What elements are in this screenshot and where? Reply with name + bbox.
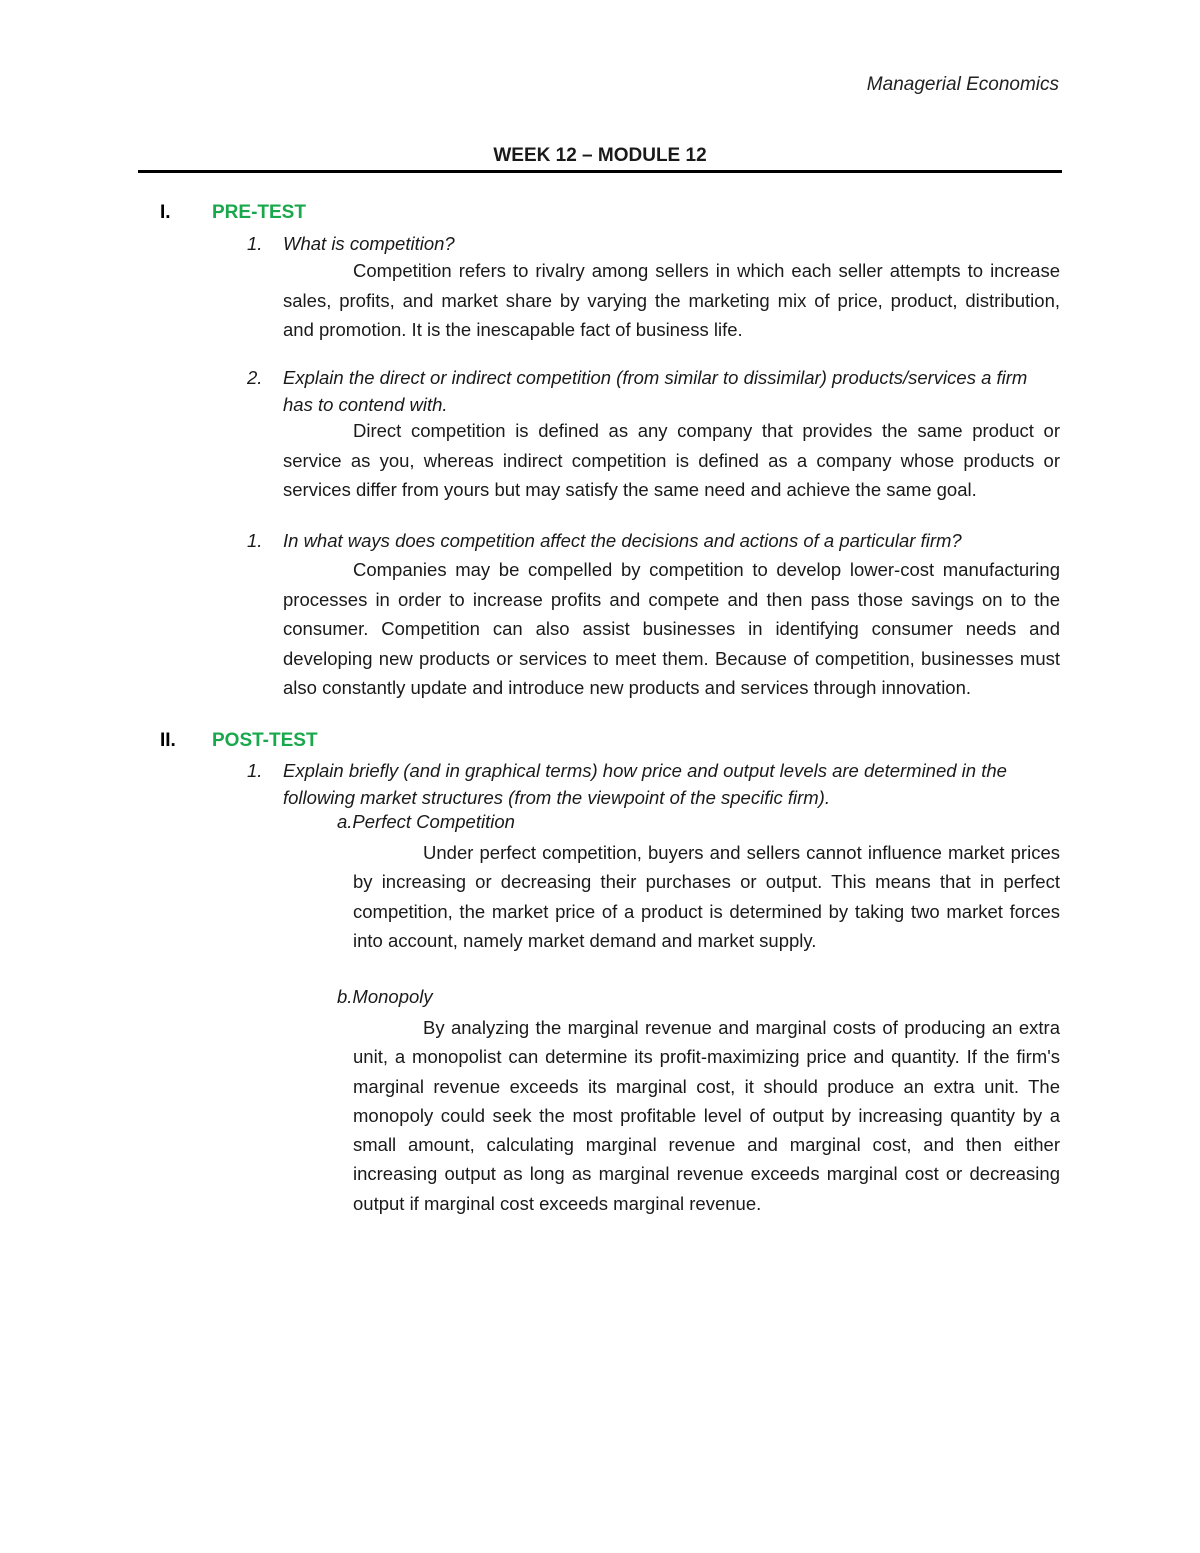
answer-paragraph: Competition refers to rivalry among sellers in which each seller attempts to increase sales, profits, and market share by varying the marketing mix of price, product, distribution, and promotion. It is the inescapable fact of business life. — [283, 260, 1060, 340]
title-divider — [138, 170, 1062, 173]
section-numeral: I. — [160, 202, 171, 223]
section-numeral: II. — [160, 730, 176, 751]
subpart-label: b.Monopoly — [337, 986, 433, 1007]
question-item — [247, 757, 1060, 811]
subpart-label: a.Perfect Competition — [337, 811, 515, 832]
section-heading-posttest — [160, 730, 318, 752]
question-number: 1. — [247, 530, 263, 551]
section-label: PRE-TEST — [212, 202, 306, 223]
subpart-answer: Under perfect competition, buyers and sellers cannot influence market prices by increasing or decreasing their purchases or output. This means that in perfect competition, the market price of a product is determined by taking two market forces into account, namely market demand and market supply. — [353, 842, 1060, 951]
question-number: 2. — [247, 367, 263, 388]
question-text: In what ways does competition affect the decisions and actions of a particular firm? — [283, 530, 962, 551]
section-label: POST-TEST — [212, 730, 318, 751]
running-header: Managerial Economics — [866, 74, 1059, 95]
question-item — [247, 527, 1060, 554]
page-title: WEEK 12 – MODULE 12 — [493, 145, 707, 166]
question-item — [247, 364, 1060, 418]
question-item — [247, 230, 1060, 257]
answer-paragraph: Companies may be compelled by competition to develop lower-cost manufacturing processes in order to increase profits and compete and then pass those savings on to the consumer. Competition can also assist businesses in identifying consumer needs and developing new products or services to meet them. Because of competition, businesses must also constantly update and introduce new products and services through innovation. — [283, 559, 1060, 698]
question-text: Explain the direct or indirect competition (from similar to dissimilar) products/services a firm has to contend with. — [283, 367, 1028, 415]
question-number: 1. — [247, 760, 263, 781]
answer-paragraph: Direct competition is defined as any company that provides the same product or service as you, whereas indirect competition is defined as a company whose products or services differ from yours but may satisfy the same need and achieve the same goal. — [283, 420, 1060, 500]
question-text: What is competition? — [283, 233, 455, 254]
section-heading-pretest — [160, 202, 306, 224]
question-number: 1. — [247, 233, 263, 254]
subpart-answer: By analyzing the marginal revenue and marginal costs of producing an extra unit, a monopolist can determine its profit-maximizing price and quantity. If the firm's marginal revenue exceeds its marginal cost, it should produce an extra unit. The monopoly could seek the most profitable level of output by increasing quantity by a small amount, calculating marginal revenue and marginal cost, and then either increasing output as long as marginal revenue exceeds marginal cost or decreasing output if marginal cost exceeds marginal revenue. — [353, 1017, 1060, 1214]
question-text: Explain briefly (and in graphical terms) how price and output levels are determined in the following market structures (from the viewpoint of the specific firm). — [283, 760, 1007, 808]
